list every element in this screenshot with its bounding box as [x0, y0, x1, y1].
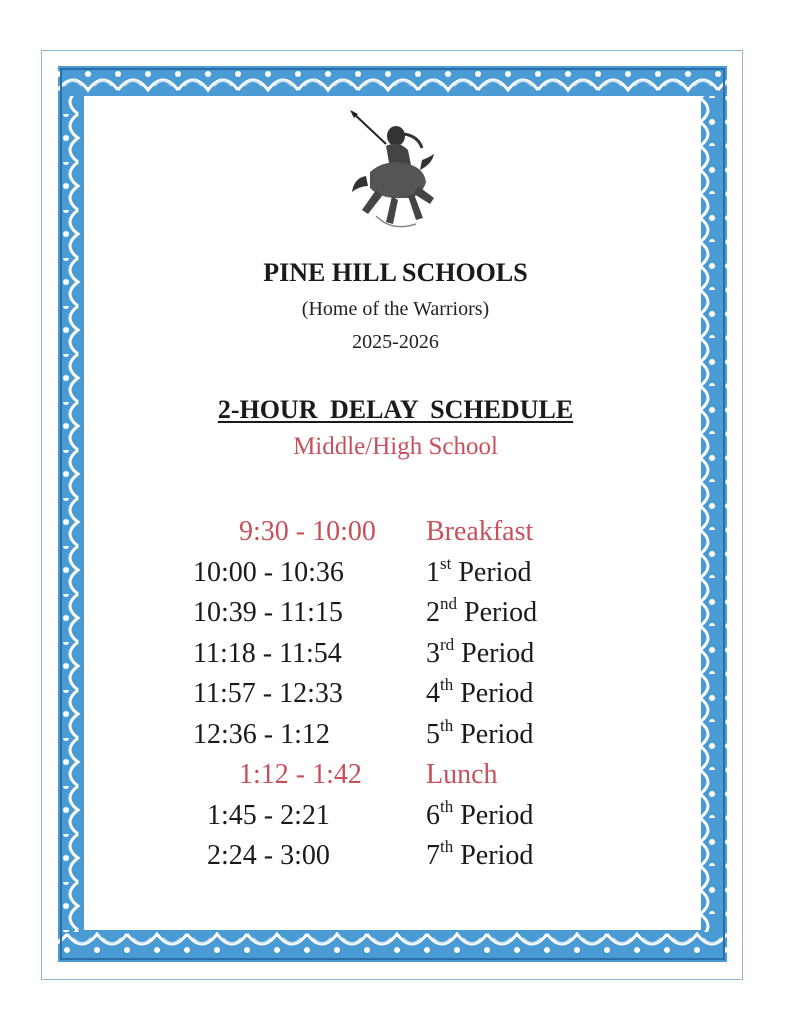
schedule-label-main: 6 [426, 800, 440, 831]
schedule-label-suffix: Period [454, 638, 535, 669]
warrior-on-horse-icon [346, 106, 438, 236]
schedule-label-main: 3 [426, 638, 440, 669]
schedule-time: 12:36 - 1:12 [193, 719, 330, 750]
schedule-row [0, 759, 791, 799]
schedule-time: 10:39 - 11:15 [193, 597, 343, 628]
schedule-time: 11:18 - 11:54 [193, 638, 342, 669]
schedule-label [426, 554, 532, 589]
schedule-row [0, 554, 791, 597]
schedule-label-suffix: Period [453, 840, 534, 871]
schedule-label-ordinal: th [440, 837, 454, 856]
schedule-label-ordinal: th [440, 675, 454, 694]
schedule-label-ordinal: th [440, 716, 454, 735]
schedule-row [0, 635, 791, 678]
schedule-label-ordinal: st [440, 554, 452, 573]
schedule-label-suffix: Period [453, 800, 534, 831]
schedule-label-main: Breakfast [426, 516, 534, 547]
schedule-label-suffix: Period [453, 678, 534, 709]
schedule-subtitle: Middle/High School [293, 433, 498, 460]
schedule-label-main: Lunch [426, 759, 498, 790]
schedule-label-suffix: Period [451, 557, 532, 588]
school-name: PINE HILL SCHOOLS [263, 258, 528, 287]
schedule-row [0, 716, 791, 759]
schedule-time: 10:00 - 10:36 [193, 557, 344, 588]
schedule-label [426, 837, 534, 872]
schedule-label-main: 7 [426, 840, 440, 871]
schedule-label-main: 4 [426, 678, 440, 709]
schedule-time: 1:12 - 1:42 [239, 759, 362, 790]
schedule-row [0, 516, 791, 556]
schedule-label-main: 1 [426, 557, 440, 588]
schedule-label-main: 5 [426, 719, 440, 750]
schedule-label-ordinal: nd [440, 594, 457, 613]
schedule-title [0, 395, 791, 425]
schedule-row [0, 797, 791, 840]
schedule-label-ordinal: th [440, 797, 454, 816]
schedule-label-suffix: Period [453, 719, 534, 750]
school-tagline: (Home of the Warriors) [301, 298, 490, 320]
schedule-label-ordinal: rd [440, 635, 455, 654]
schedule-time: 2:24 - 3:00 [207, 840, 330, 871]
schedule-time: 11:57 - 12:33 [193, 678, 343, 709]
schedule-label [426, 797, 534, 832]
schedule-label [426, 716, 534, 751]
schedule-label [426, 759, 498, 791]
school-year: 2025-2026 [352, 331, 439, 353]
schedule-time: 1:45 - 2:21 [207, 800, 330, 831]
schedule-label [426, 594, 538, 629]
schedule-label-main: 2 [426, 597, 440, 628]
schedule-row [0, 675, 791, 718]
schedule-label [426, 675, 534, 710]
schedule-title-text: 2-HOUR DELAY SCHEDULE [217, 395, 574, 424]
schedule-row [0, 594, 791, 637]
schedule-label-suffix: Period [457, 597, 538, 628]
schedule-label [426, 516, 533, 548]
schedule-row [0, 837, 791, 880]
schedule-time: 9:30 - 10:00 [239, 516, 376, 547]
schedule-label [426, 635, 535, 670]
